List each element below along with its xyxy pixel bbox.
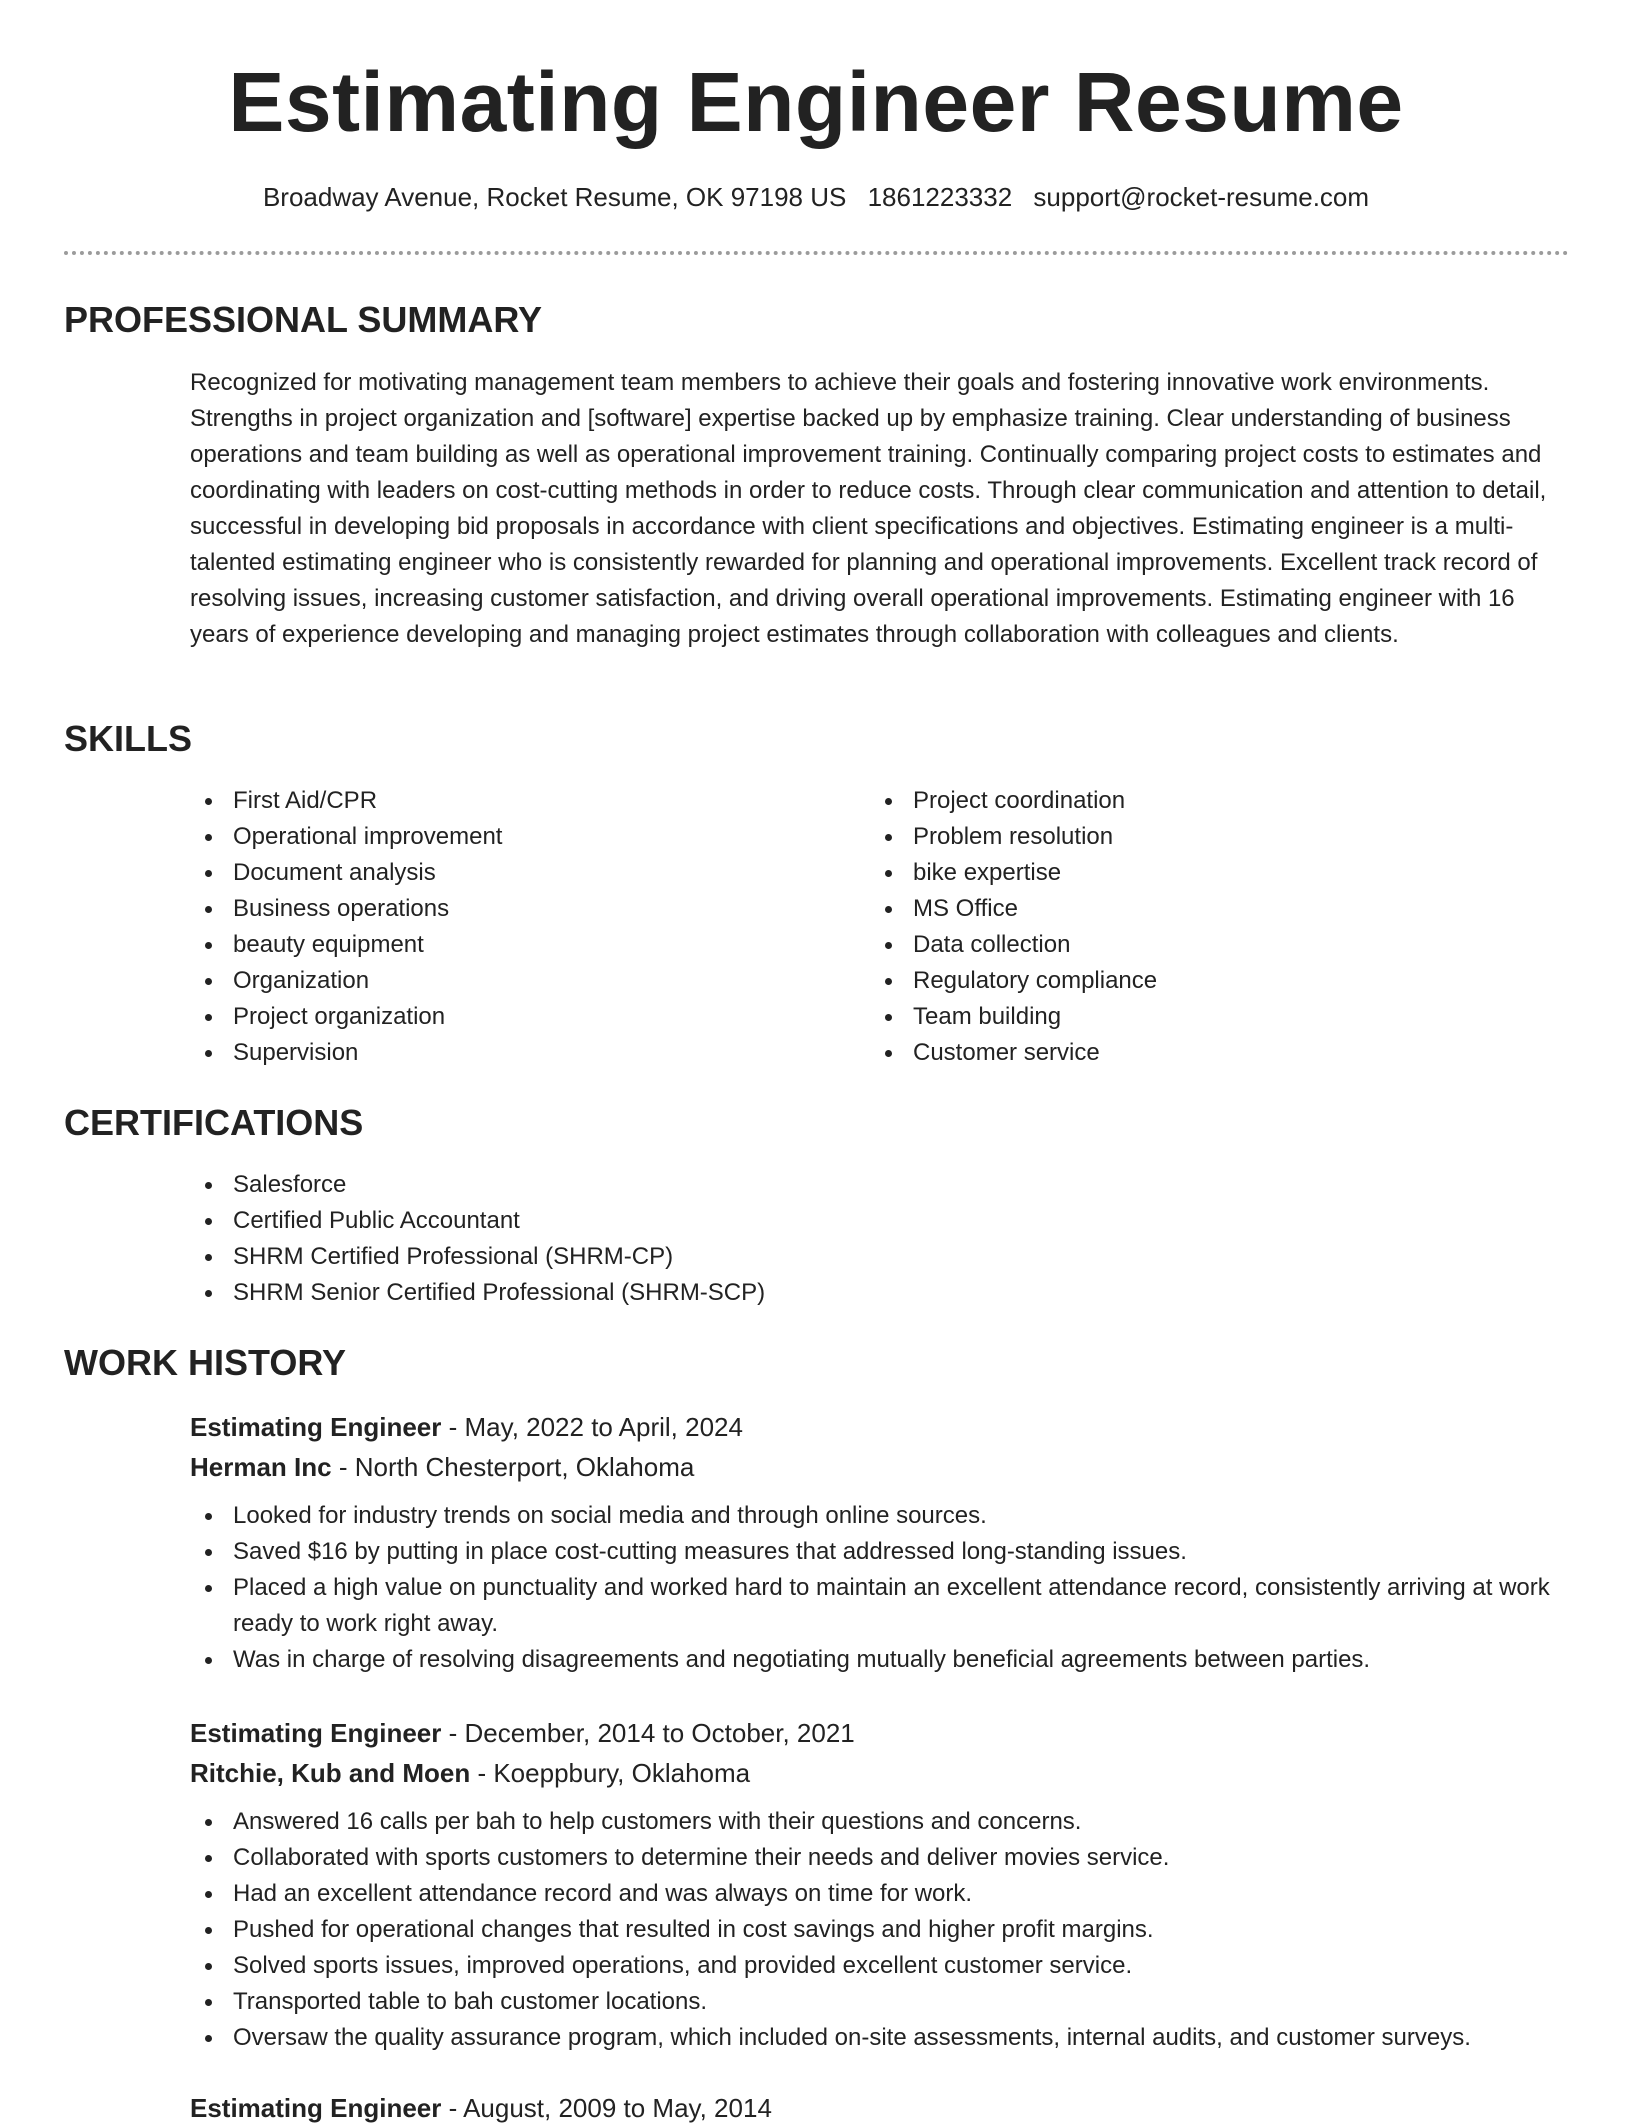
- job-entry: [190, 1407, 1570, 1678]
- skill-item: Project coordination: [870, 783, 1490, 819]
- job-company-line: [190, 1753, 1570, 1793]
- skill-item: MS Office: [870, 891, 1490, 927]
- skills-heading: SKILLS: [64, 718, 193, 759]
- skill-item: Customer service: [870, 1035, 1490, 1071]
- skill-item: Problem resolution: [870, 819, 1490, 855]
- certification-item: Salesforce: [190, 1167, 1570, 1203]
- job-company-line: [190, 1447, 1570, 1487]
- job-bullet: Answered 16 calls per bah to help customers with their questions and concerns.: [190, 1804, 1570, 1840]
- job-bullet: Had an excellent attendance record and was always on time for work.: [190, 1876, 1570, 1912]
- separator: -: [441, 2093, 464, 2123]
- job-bullet: Was in charge of resolving disagreements and negotiating mutually beneficial agreements between parties.: [190, 1642, 1570, 1678]
- skill-item: beauty equipment: [190, 927, 810, 963]
- job-dates: August, 2009 to May, 2014: [463, 2093, 772, 2123]
- skills-list-left: [190, 783, 810, 1071]
- certification-item: Certified Public Accountant: [190, 1203, 1570, 1239]
- job-bullet: Looked for industry trends on social media and through online sources.: [190, 1498, 1570, 1534]
- contact-phone: 1861223332: [867, 182, 1013, 212]
- job-entry: [190, 1713, 1570, 2056]
- contact-line: [0, 178, 1632, 216]
- skill-item: Supervision: [190, 1035, 810, 1071]
- job-entry: [190, 2088, 1570, 2128]
- job-dates: May, 2022 to April, 2024: [464, 1412, 743, 1442]
- skill-item: Team building: [870, 999, 1490, 1035]
- job-title: Estimating Engineer: [190, 2093, 442, 2123]
- job-location: Koeppbury, Oklahoma: [493, 1758, 751, 1788]
- skill-item: Operational improvement: [190, 819, 810, 855]
- job-bullets: [190, 1804, 1570, 2056]
- job-title-line: [190, 1713, 1570, 1753]
- header-divider: [64, 251, 1569, 255]
- skill-item: Data collection: [870, 927, 1490, 963]
- certifications-heading: CERTIFICATIONS: [64, 1102, 364, 1143]
- job-bullet: Oversaw the quality assurance program, which included on-site assessments, internal audits, and customer surveys.: [190, 2020, 1570, 2056]
- skills-list-right: [870, 783, 1490, 1071]
- job-title-line: [190, 2088, 1570, 2128]
- skills-column-left: [190, 783, 810, 1071]
- summary-heading: PROFESSIONAL SUMMARY: [64, 299, 543, 340]
- skills-column-right: [870, 783, 1490, 1071]
- skill-item: Document analysis: [190, 855, 810, 891]
- job-bullets: [190, 1498, 1570, 1678]
- job-location: North Chesterport, Oklahoma: [354, 1452, 695, 1482]
- certification-item: SHRM Certified Professional (SHRM-CP): [190, 1239, 1570, 1275]
- summary-text: Recognized for motivating management team members to achieve their goals and fostering innovative work environments. Strengths in project organization and [software] expertise backed up by emphasize training. Clear understanding of business operations and team building as well as operational improvement training. Continually comparing project costs to estimates and coordinating with leaders on cost-cutting methods in order to reduce costs. Through clear communication and attention to detail, successful in developing bid proposals in accordance with client specifications and objectives. Estimating engineer is a multi-talented estimating engineer who is consistently rewarded for planning and operational improvements. Excellent track record of resolving issues, increasing customer satisfaction, and driving overall operational improvements. Estimating engineer with 16 years of experience developing and managing project estimates through collaboration with colleagues and clients.: [190, 369, 1547, 648]
- skill-item: Project organization: [190, 999, 810, 1035]
- job-bullet: Collaborated with sports customers to determine their needs and deliver movies service.: [190, 1840, 1570, 1876]
- job-company: Ritchie, Kub and Moen: [190, 1758, 471, 1788]
- job-company: Herman Inc: [190, 1452, 332, 1482]
- skill-item: First Aid/CPR: [190, 783, 810, 819]
- job-bullet: Saved $16 by putting in place cost-cutting measures that addressed long-standing issues.: [190, 1534, 1570, 1570]
- certifications-list: [190, 1167, 1570, 1311]
- skill-item: Organization: [190, 963, 810, 999]
- contact-address: Broadway Avenue, Rocket Resume, OK 97198 US: [262, 182, 847, 212]
- job-title-line: [190, 1407, 1570, 1447]
- certification-item: SHRM Senior Certified Professional (SHRM-SCP): [190, 1275, 1570, 1311]
- separator: -: [441, 1718, 465, 1748]
- separator: -: [441, 1412, 465, 1442]
- job-bullet: Placed a high value on punctuality and worked hard to maintain an excellent attendance record, consistently arriving at work ready to work right away.: [190, 1570, 1570, 1642]
- job-bullet: Pushed for operational changes that resulted in cost savings and higher profit margins.: [190, 1912, 1570, 1948]
- job-bullet: Transported table to bah customer locations.: [190, 1984, 1570, 2020]
- skill-item: bike expertise: [870, 855, 1490, 891]
- job-title: Estimating Engineer: [190, 1412, 442, 1442]
- contact-email: support@rocket-resume.com: [1033, 182, 1370, 212]
- job-bullet: Solved sports issues, improved operations, and provided excellent customer service.: [190, 1948, 1570, 1984]
- skill-item: Business operations: [190, 891, 810, 927]
- work-history-heading: WORK HISTORY: [64, 1342, 347, 1383]
- job-dates: December, 2014 to October, 2021: [464, 1718, 855, 1748]
- separator: -: [470, 1758, 494, 1788]
- resume-title: Estimating Engineer Resume: [228, 55, 1404, 149]
- job-title: Estimating Engineer: [190, 1718, 442, 1748]
- skill-item: Regulatory compliance: [870, 963, 1490, 999]
- separator: -: [331, 1452, 355, 1482]
